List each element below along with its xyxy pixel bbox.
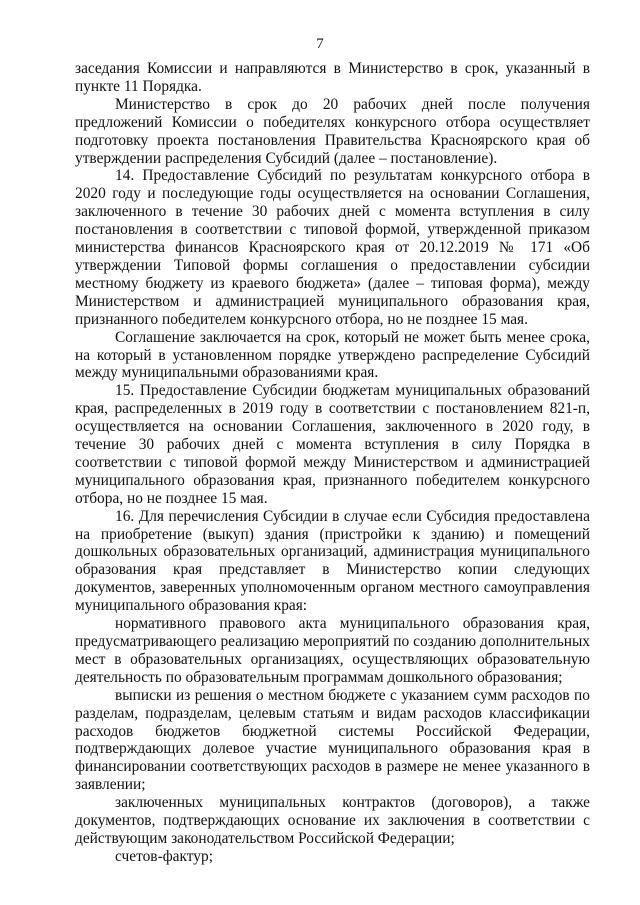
paragraph-item-14: 14. Предоставление Субсидий по результатам конкурсного отбора в 2020 году и последующие годы осуществляется на основании Соглашения, заключенного в течение 30 рабочих дней с момента вступления в силу постановления в соответствии с типовой формой, утвержденной приказом министерства финансов Красноярского края от 20.12.2019 № 171 «Об утверждении Типовой формы соглашения о предоставлении субсидии местному бюджету из краевого бюджета» (далее – типовая форма), между Министерством и администрацией муниципального образования края, признанного победителем конкурсного отбора, но не позднее 15 мая. <box>75 167 590 328</box>
paragraph-ministry-deadline: Министерство в срок до 20 рабочих дней после получения предложений Комиссии о победителях конкурсного отбора осуществляет подготовку проекта постановления Правительства Красноярского края об утверждении распределения Субсидий (далее – постановление). <box>75 95 590 167</box>
paragraph-agreement-term: Соглашение заключается на срок, который не может быть менее срока, на который в установленном порядке утверждено распределение Субсидий между муниципальными образованиями края. <box>75 328 590 382</box>
list-item-budget-extract: выписки из решения о местном бюджете с указанием сумм расходов по разделам, подразделам, целевым статьям и видам расходов классификации расходов бюджетов бюджетной системы Российской Федерации, подтверждающих долевое участие муниципального образования края в финансировании соответствующих расходов в размере не менее указанного в заявлении; <box>75 686 590 794</box>
document-body <box>75 60 590 866</box>
paragraph-item-15: 15. Предоставление Субсидии бюджетам муниципальных образований края, распределенных в 2019 году в соответствии с постановлением 821-п, осуществляется на основании Соглашения, заключенного в 2020 году, в течение 30 рабочих дней с момента вступления в силу Порядка в соответствии с типовой формой между Министерством и администрацией муниципального образования края, признанного победителем конкурсного отбора, но не позднее 15 мая. <box>75 382 590 507</box>
page-number: 7 <box>316 36 324 52</box>
paragraph-item-16: 16. Для перечисления Субсидии в случае если Субсидия предоставлена на приобретение (выкуп) здания (пристройки к зданию) и помещений дошкольных образовательных организаций, администрация муниципального образования края представляет в Министерство копии следующих документов, заверенных уполномоченным органом местного самоуправления муниципального образования края: <box>75 507 590 615</box>
list-item-contracts: заключенных муниципальных контрактов (договоров), а также документов, подтверждающих основание их заключения в соответствии с действующим законодательством Российской Федерации; <box>75 794 590 847</box>
list-item-normative-act: нормативного правового акта муниципального образования края, предусматривающего реализацию мероприятий по созданию дополнительных мест в образовательных организациях, осуществляющих образовательную деятельность по образовательным программам дошкольного образования; <box>75 615 590 686</box>
paragraph-continuation: заседания Комиссии и направляются в Министерство в срок, указанный в пункте 11 Порядка. <box>75 60 590 95</box>
list-item-invoices: счетов-фактур; <box>115 847 213 865</box>
